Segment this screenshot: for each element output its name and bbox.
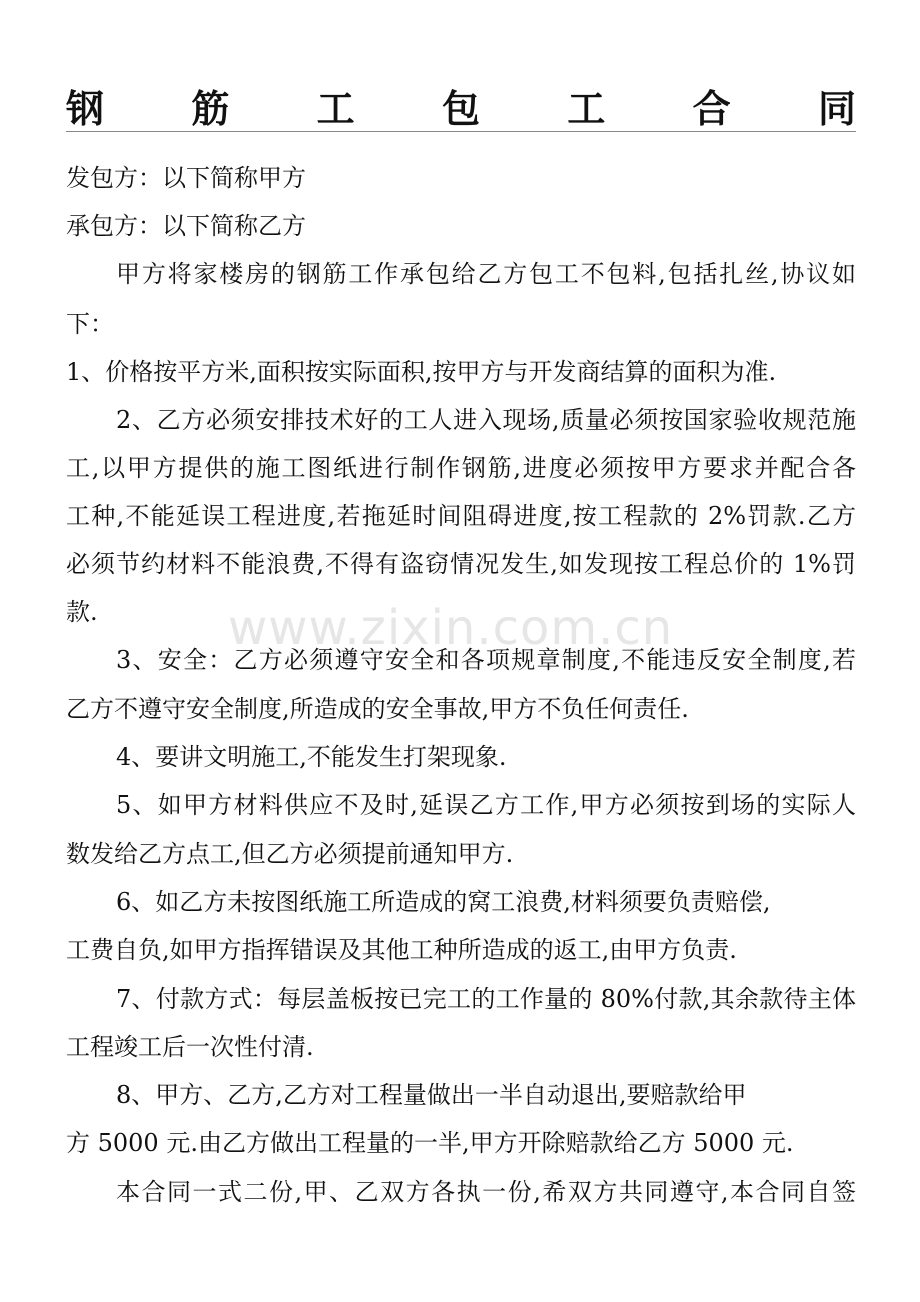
clause-2-line: 工,以甲方提供的施工图纸进行制作钢筋,进度必须按甲方要求并配合各 xyxy=(66,454,856,482)
clause-4-line: 4、要讲文明施工,不能发生打架现象. xyxy=(116,743,507,771)
clause-5-line: 数发给乙方点工,但乙方必须提前通知甲方. xyxy=(66,840,514,868)
title-divider xyxy=(66,131,856,132)
title-char: 同 xyxy=(817,87,856,131)
clause-3-line: 3、安全：乙方必须遵守安全和各项规章制度,不能违反安全制度,若 xyxy=(116,646,856,674)
intro-line: 下： xyxy=(66,310,114,338)
clause-5-line: 5、如甲方材料供应不及时,延误乙方工作,甲方必须按到场的实际人 xyxy=(116,791,856,819)
clause-8-line: 8、甲方、乙方,乙方对工程量做出一半自动退出,要赔款给甲 xyxy=(116,1081,747,1109)
title-char: 钢 xyxy=(66,87,105,131)
clause-3-line: 乙方不遵守安全制度,所造成的安全事故,甲方不负任何责任. xyxy=(66,695,689,723)
title-char: 工 xyxy=(316,87,355,131)
clause-6-line: 6、如乙方未按图纸施工所造成的窝工浪费,材料须要负责赔偿, xyxy=(116,888,771,916)
title-char: 筋 xyxy=(191,87,230,131)
contractor-line: 承包方：以下简称乙方 xyxy=(66,212,306,240)
clause-2-line: 2、乙方必须安排技术好的工人进入现场,质量必须按国家验收规范施 xyxy=(116,406,856,434)
clause-2-line: 工种,不能延误工程进度,若拖延时间阻碍进度,按工程款的 2%罚款.乙方 xyxy=(66,502,856,530)
watermark: www.zixin.com.cn xyxy=(228,600,674,656)
title-char: 包 xyxy=(441,87,480,131)
title-char: 合 xyxy=(692,87,731,131)
clause-7-line: 7、付款方式：每层盖板按已完工的工作量的 80%付款,其余款待主体 xyxy=(116,985,856,1013)
employer-line: 发包方：以下简称甲方 xyxy=(66,164,306,192)
clause-8-line: 方 5000 元.由乙方做出工程量的一半,甲方开除赔款给乙方 5000 元. xyxy=(66,1129,794,1157)
clause-1-line: 1、价格按平方米,面积按实际面积,按甲方与开发商结算的面积为准. xyxy=(66,358,777,386)
document-title xyxy=(66,84,856,134)
clause-7-line: 工程竣工后一次性付清. xyxy=(66,1033,314,1061)
clause-6-line: 工费自负,如甲方指挥错误及其他工种所造成的返工,由甲方负责. xyxy=(66,936,737,964)
closing-line: 本合同一式二份,甲、乙双方各执一份,希双方共同遵守,本合同自签 xyxy=(116,1178,856,1206)
clause-2-line: 必须节约材料不能浪费,不得有盗窃情况发生,如发现按工程总价的 1%罚 xyxy=(66,550,856,578)
clause-2-line: 款. xyxy=(66,598,98,626)
title-char: 工 xyxy=(567,87,606,131)
intro-line: 甲方将家楼房的钢筋工作承包给乙方包工不包料,包括扎丝,协议如 xyxy=(116,260,856,288)
